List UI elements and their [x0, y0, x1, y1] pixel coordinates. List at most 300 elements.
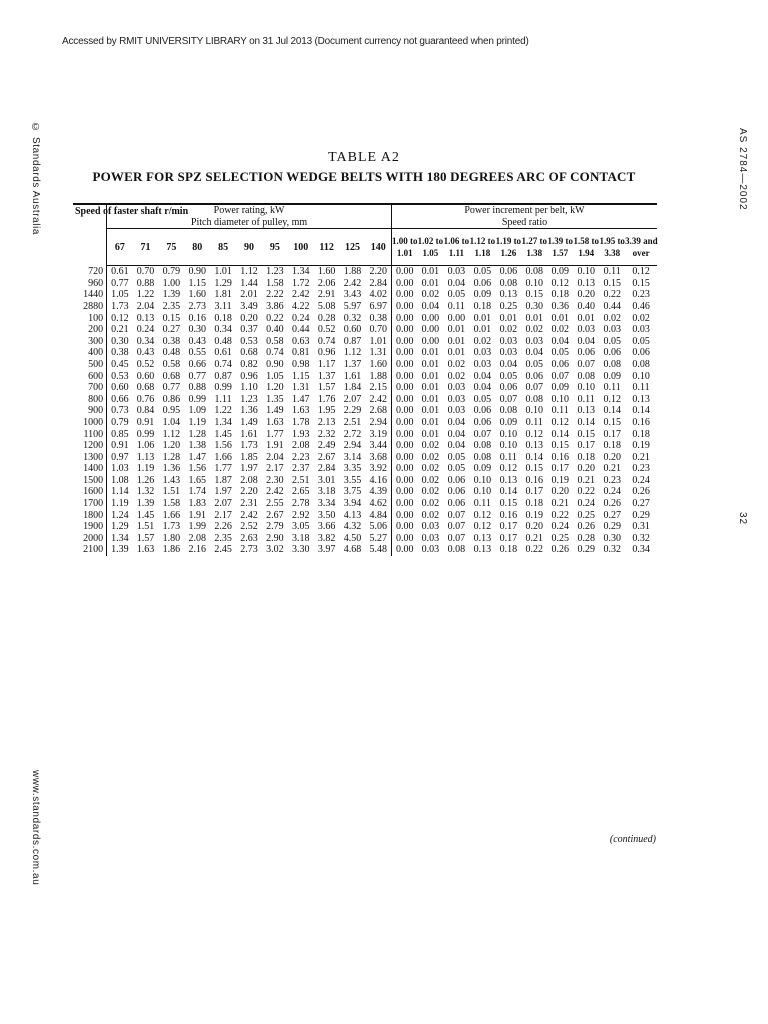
- speed-ratio-header-cell: [521, 229, 547, 266]
- power-rating-cell: 1.56: [188, 463, 206, 475]
- power-rating-cell: 3.34: [317, 498, 336, 510]
- speed-ratio-header-cell: [599, 229, 625, 266]
- power-rating-cell: 1.74: [188, 486, 206, 498]
- power-increment-cell: 0.26: [603, 498, 621, 510]
- power-increment-cell: 0.10: [499, 440, 518, 452]
- power-increment-cell: 0.18: [632, 428, 650, 440]
- power-rating-cell: 2.65: [291, 486, 310, 498]
- power-increment-cell: 0.36: [551, 300, 569, 312]
- power-rating-cell: 0.24: [136, 324, 155, 336]
- power-rating-cell: 2.17: [266, 463, 284, 475]
- power-rating-cell: 2.67: [266, 509, 284, 521]
- power-increment-cell: 0.02: [421, 440, 440, 452]
- power-rating-cell: 1.12: [162, 428, 181, 440]
- power-increment-cell: 0.09: [473, 289, 492, 301]
- power-rating-cell: 0.87: [343, 335, 362, 347]
- power-increment-cell: 0.08: [473, 440, 492, 452]
- power-increment-cell: 0.24: [551, 521, 569, 533]
- power-rating-cell: 1.15: [291, 370, 310, 382]
- power-rating-cell: 1.28: [188, 428, 206, 440]
- power-rating-cell: 1.88: [343, 266, 362, 278]
- power-rating-cell: 4.62: [369, 498, 387, 510]
- power-increment-cell: 0.04: [447, 277, 466, 289]
- speed-ratio-lower-bound: 3.39 and: [625, 236, 658, 247]
- power-rating-cell: 0.68: [162, 370, 181, 382]
- power-rating-cell: 1.38: [188, 440, 206, 452]
- power-increment-cell: 0.00: [391, 394, 417, 406]
- power-increment-cell: 0.11: [525, 416, 543, 428]
- table-row: [73, 324, 657, 336]
- power-rating-cell: 2.67: [317, 451, 336, 463]
- power-increment-cell: 0.02: [421, 289, 440, 301]
- power-rating-cell: 1.57: [136, 532, 155, 544]
- power-rating-cell: 0.96: [317, 347, 336, 359]
- power-rating-cell: 0.45: [111, 358, 129, 370]
- power-rating-cell: 0.55: [188, 347, 206, 359]
- power-rating-cell: 1.86: [162, 544, 181, 556]
- table-row: [73, 336, 657, 348]
- speed-ratio-header-cell: [391, 229, 417, 266]
- power-increment-cell: 0.03: [525, 335, 544, 347]
- power-rating-cell: 2.04: [266, 451, 284, 463]
- power-rating-cell: 1.22: [214, 405, 232, 417]
- speed-cell: 1700: [73, 498, 107, 510]
- power-increment-cell: 0.03: [447, 393, 466, 405]
- power-rating-cell: 1.35: [266, 393, 284, 405]
- power-increment-cell: 0.05: [603, 335, 621, 347]
- power-increment-cell: 0.05: [551, 347, 569, 359]
- power-rating-cell: 2.42: [369, 393, 387, 405]
- pitch-diameter-header-cell: 90: [236, 229, 262, 266]
- power-increment-cell: 0.10: [632, 370, 650, 382]
- power-rating-cell: 2.42: [343, 277, 362, 289]
- table-label: TABLE A2: [328, 150, 400, 165]
- table-row: [73, 289, 657, 301]
- power-rating-cell: 1.73: [162, 521, 181, 533]
- power-rating-cell: 6.97: [369, 300, 387, 312]
- power-increment-cell: 0.09: [551, 266, 569, 278]
- power-increment-cell: 0.02: [421, 451, 440, 463]
- power-rating-cell: 1.37: [317, 370, 336, 382]
- power-rating-cell: 0.30: [111, 335, 129, 347]
- power-increment-cell: 0.18: [603, 440, 621, 452]
- table-row: [73, 498, 657, 510]
- power-rating-cell: 1.31: [369, 347, 387, 359]
- power-increment-cell: 0.11: [499, 451, 517, 463]
- power-increment-cell: 0.02: [551, 324, 569, 336]
- power-increment-cell: 0.13: [499, 474, 518, 486]
- power-rating-cell: 3.44: [369, 440, 387, 452]
- power-rating-cell: 0.12: [111, 312, 129, 324]
- power-increment-cell: 0.08: [499, 277, 518, 289]
- power-rating-cell: 3.86: [266, 300, 284, 312]
- speed-ratio-upper-bound: 1.26: [500, 248, 517, 259]
- power-increment-cell: 0.08: [447, 544, 466, 556]
- power-rating-cell: 2.94: [343, 440, 362, 452]
- power-rating-cell: 3.02: [266, 544, 284, 556]
- power-rating-cell: 5.08: [317, 300, 336, 312]
- table-row: [73, 266, 657, 278]
- power-increment-cell: 0.12: [473, 521, 492, 533]
- power-increment-cell: 0.09: [551, 382, 569, 394]
- power-increment-cell: 0.12: [632, 266, 650, 278]
- power-rating-cell: 0.97: [111, 451, 129, 463]
- power-rating-cell: 1.34: [111, 532, 129, 544]
- power-rating-cell: 1.34: [291, 266, 310, 278]
- speed-cell: 1200: [73, 440, 107, 452]
- power-increment-cell: 0.01: [551, 312, 569, 324]
- power-increment-cell: 0.11: [603, 382, 621, 394]
- power-increment-cell: 0.07: [473, 428, 492, 440]
- power-rating-cell: 1.58: [266, 277, 284, 289]
- power-rating-cell: 4.84: [369, 509, 387, 521]
- power-increment-cell: 0.19: [525, 509, 544, 521]
- power-rating-cell: 4.13: [343, 509, 362, 521]
- power-increment-cell: 0.01: [421, 393, 440, 405]
- power-rating-cell: 2.20: [369, 266, 387, 278]
- table-row: [73, 313, 657, 325]
- power-rating-cell: 1.28: [162, 451, 181, 463]
- power-increment-cell: 0.00: [391, 463, 417, 475]
- power-increment-cell: 0.20: [525, 521, 544, 533]
- power-rating-cell: 1.24: [111, 509, 129, 521]
- power-rating-cell: 1.63: [291, 405, 310, 417]
- power-increment-cell: 0.03: [447, 266, 466, 278]
- power-rating-cell: 2.84: [369, 277, 387, 289]
- power-rating-cell: 3.35: [343, 463, 362, 475]
- power-rating-cell: 3.94: [343, 498, 362, 510]
- power-rating-cell: 3.82: [317, 532, 336, 544]
- power-rating-cell: 1.14: [111, 486, 129, 498]
- power-rating-cell: 1.61: [240, 428, 258, 440]
- power-increment-cell: 0.40: [577, 300, 595, 312]
- power-increment-cell: 0.04: [499, 358, 518, 370]
- power-increment-cell: 0.05: [447, 463, 466, 475]
- power-increment-cell: 0.02: [421, 463, 440, 475]
- power-rating-cell: 0.95: [162, 405, 181, 417]
- power-rating-cell: 0.61: [214, 347, 232, 359]
- power-rating-cell: 4.16: [369, 474, 387, 486]
- power-increment-cell: 0.00: [391, 486, 417, 498]
- power-increment-cell: 0.00: [391, 324, 417, 336]
- power-increment-cell: 0.02: [632, 312, 650, 324]
- power-increment-cell: 0.00: [391, 533, 417, 545]
- power-increment-cell: 0.27: [603, 509, 621, 521]
- power-rating-cell: 2.42: [291, 289, 310, 301]
- power-rating-cell: 0.22: [266, 312, 284, 324]
- power-rating-cell: 3.30: [291, 544, 310, 556]
- power-rating-cell: 2.08: [240, 474, 258, 486]
- power-increment-cell: 0.08: [525, 266, 544, 278]
- power-rating-cell: 1.13: [136, 451, 155, 463]
- power-rating-cell: 2.68: [369, 405, 387, 417]
- power-increment-cell: 0.24: [603, 486, 621, 498]
- power-rating-cell: 2.73: [188, 300, 206, 312]
- power-increment-cell: 0.04: [525, 347, 544, 359]
- power-rating-cell: 0.27: [162, 324, 181, 336]
- power-rating-cell: 1.08: [111, 474, 129, 486]
- pitch-diameter-header-cell: 75: [158, 229, 184, 266]
- power-increment-cell: 0.06: [447, 474, 466, 486]
- power-rating-cell: 1.29: [111, 521, 129, 533]
- power-increment-cell: 0.32: [603, 544, 621, 556]
- power-rating-cell: 1.58: [162, 498, 181, 510]
- power-rating-cell: 1.60: [317, 266, 336, 278]
- speed-ratio-lower-bound: 1.12 to: [469, 236, 496, 247]
- power-rating-cell: 2.42: [240, 509, 258, 521]
- power-rating-cell: 0.76: [136, 393, 155, 405]
- power-rating-cell: 1.78: [291, 416, 310, 428]
- power-increment-cell: 0.15: [603, 277, 621, 289]
- power-increment-cell: 0.01: [525, 312, 544, 324]
- power-increment-cell: 0.01: [421, 347, 440, 359]
- power-increment-cell: 0.07: [577, 358, 595, 370]
- power-rating-cell: 3.97: [317, 544, 336, 556]
- power-increment-cell: 0.12: [473, 509, 492, 521]
- speed-cell: 2000: [73, 533, 107, 545]
- power-increment-cell: 0.17: [551, 463, 569, 475]
- power-increment-cell: 0.00: [391, 371, 417, 383]
- power-rating-cell: 1.15: [188, 277, 206, 289]
- power-rating-cell: 3.19: [369, 428, 387, 440]
- power-increment-cell: 0.15: [525, 289, 544, 301]
- power-increment-cell: 0.03: [473, 358, 492, 370]
- pitch-diameter-header-cell: 85: [210, 229, 236, 266]
- pitch-diameter-header-cell: 140: [365, 229, 391, 266]
- power-rating-cell: 0.52: [136, 358, 155, 370]
- power-rating-cell: 0.99: [214, 382, 232, 394]
- speed-cell: 400: [73, 347, 107, 359]
- power-increment-cell: 0.04: [473, 370, 492, 382]
- power-rating-cell: 1.01: [369, 335, 387, 347]
- power-increment-cell: 0.02: [603, 312, 621, 324]
- power-rating-cell: 3.18: [317, 486, 336, 498]
- power-increment-cell: 0.07: [447, 532, 466, 544]
- power-increment-cell: 0.09: [499, 416, 518, 428]
- power-rating-cell: 1.36: [240, 405, 258, 417]
- power-rating-cell: 1.65: [188, 474, 206, 486]
- pitch-diameter-header-cell: 71: [133, 229, 159, 266]
- table-row: [73, 544, 657, 556]
- power-rating-cell: 0.74: [266, 347, 284, 359]
- power-increment-cell: 0.05: [473, 266, 492, 278]
- power-increment-cell: 0.16: [525, 474, 544, 486]
- power-increment-cell: 0.22: [525, 544, 544, 556]
- speed-cell: 100: [73, 313, 107, 325]
- power-increment-cell: 0.25: [551, 532, 569, 544]
- power-increment-cell: 0.15: [499, 498, 518, 510]
- power-increment-cell: 0.03: [499, 335, 518, 347]
- power-increment-cell: 0.07: [447, 509, 466, 521]
- power-rating-cell: 1.03: [111, 463, 129, 475]
- power-rating-cell: 0.37: [240, 324, 258, 336]
- power-increment-cell: 0.00: [391, 266, 417, 278]
- continued-note: (continued): [609, 834, 656, 845]
- pitch-diameter-header-cell: 95: [262, 229, 288, 266]
- power-increment-cell: 0.08: [632, 358, 650, 370]
- power-increment-cell: 0.44: [603, 300, 621, 312]
- power-increment-cell: 0.05: [447, 451, 466, 463]
- power-increment-cell: 0.10: [473, 486, 492, 498]
- power-rating-cell: 0.21: [111, 324, 129, 336]
- power-rating-cell: 2.23: [291, 451, 310, 463]
- speed-ratio-upper-bound: over: [632, 248, 650, 259]
- power-increment-cell: 0.10: [473, 474, 492, 486]
- table-row: [73, 371, 657, 383]
- power-increment-cell: 0.26: [551, 544, 569, 556]
- power-increment-cell: 0.08: [603, 358, 621, 370]
- table-row: [73, 429, 657, 441]
- table-row: [73, 533, 657, 545]
- power-increment-cell: 0.01: [421, 416, 440, 428]
- power-rating-cell: 0.48: [162, 347, 181, 359]
- power-increment-cell: 0.01: [447, 347, 466, 359]
- power-increment-cell: 0.06: [525, 370, 544, 382]
- power-increment-cell: 0.11: [447, 300, 465, 312]
- power-rating-cell: 0.99: [136, 428, 155, 440]
- power-increment-cell: 0.00: [391, 544, 417, 556]
- power-rating-cell: 0.44: [291, 324, 310, 336]
- power-rating-cell: 4.68: [343, 544, 362, 556]
- power-increment-cell: 0.19: [632, 440, 650, 452]
- power-rating-cell: 0.48: [214, 335, 232, 347]
- power-rating-cell: 0.84: [136, 405, 155, 417]
- power-increment-cell: 0.26: [632, 486, 650, 498]
- power-rating-cell: 1.81: [214, 289, 232, 301]
- power-rating-cell: 0.99: [188, 393, 206, 405]
- power-increment-cell: 0.14: [577, 416, 595, 428]
- power-rating-cell: 0.16: [188, 312, 206, 324]
- power-increment-cell: 0.23: [632, 289, 650, 301]
- power-increment-cell: 0.04: [447, 416, 466, 428]
- speed-cell: 500: [73, 359, 107, 371]
- website-url: www.standards.com.au: [30, 770, 41, 886]
- power-increment-cell: 0.27: [632, 498, 650, 510]
- power-increment-cell: 0.24: [577, 498, 595, 510]
- power-increment-cell: 0.06: [473, 277, 492, 289]
- power-rating-cell: 2.01: [240, 289, 258, 301]
- power-increment-cell: 0.04: [551, 335, 569, 347]
- power-rating-cell: 0.90: [266, 358, 284, 370]
- power-rating-cell: 1.80: [162, 532, 181, 544]
- power-increment-cell: 0.07: [499, 393, 518, 405]
- power-rating-cell: 1.84: [343, 382, 362, 394]
- power-increment-cell: 0.12: [551, 277, 569, 289]
- power-increment-cell: 0.06: [603, 347, 621, 359]
- power-rating-cell: 3.18: [291, 532, 310, 544]
- power-increment-cell: 0.11: [603, 266, 621, 278]
- power-increment-cell: 0.01: [473, 324, 492, 336]
- power-rating-cell: 0.74: [317, 335, 336, 347]
- power-increment-cell: 0.13: [525, 440, 544, 452]
- power-rating-cell: 0.96: [240, 370, 258, 382]
- power-increment-cell: 0.03: [421, 544, 440, 556]
- power-rating-cell: 2.42: [266, 486, 284, 498]
- speed-ratio-lower-bound: 1.95 to: [599, 236, 625, 247]
- power-rating-cell: 3.55: [343, 474, 362, 486]
- power-rating-cell: 0.70: [136, 266, 155, 278]
- power-increment-cell: 0.01: [421, 370, 440, 382]
- power-increment-cell: 0.00: [391, 521, 417, 533]
- speed-ratio-upper-bound: 3.38: [604, 248, 621, 259]
- power-increment-cell: 0.06: [473, 416, 492, 428]
- power-rating-cell: 0.86: [162, 393, 181, 405]
- table-row: [73, 486, 657, 498]
- power-rating-cell: 1.85: [240, 451, 258, 463]
- power-rating-cell: 0.20: [240, 312, 258, 324]
- power-rating-cell: 2.45: [214, 544, 232, 556]
- power-rating-cell: 0.13: [136, 312, 155, 324]
- power-rating-cell: 3.43: [343, 289, 362, 301]
- power-increment-cell: 0.17: [603, 428, 621, 440]
- column-header-row: [73, 229, 657, 266]
- power-rating-cell: 4.22: [291, 300, 310, 312]
- power-increment-cell: 0.20: [551, 486, 569, 498]
- power-increment-cell: 0.04: [473, 382, 492, 394]
- speed-cell: 300: [73, 336, 107, 348]
- power-rating-cell: 4.32: [343, 521, 362, 533]
- power-increment-cell: 0.01: [447, 324, 466, 336]
- power-increment-cell: 0.21: [632, 451, 650, 463]
- power-rating-cell: 0.43: [136, 347, 155, 359]
- speed-ratio-lower-bound: 1.06 to: [443, 236, 470, 247]
- power-increment-cell: 0.14: [525, 451, 544, 463]
- power-rating-cell: 2.55: [266, 498, 284, 510]
- power-rating-cell: 0.34: [214, 324, 232, 336]
- power-increment-cell: 0.14: [499, 486, 518, 498]
- power-rating-cell: 2.52: [240, 521, 258, 533]
- power-increment-cell: 0.13: [632, 393, 650, 405]
- power-rating-cell: 0.81: [291, 347, 310, 359]
- power-rating-cell: 2.94: [369, 416, 387, 428]
- power-increment-cell: 0.08: [577, 370, 595, 382]
- power-rating-cell: 3.68: [369, 451, 387, 463]
- power-rating-cell: 0.40: [266, 324, 284, 336]
- power-increment-cell: 0.17: [577, 440, 595, 452]
- power-rating-cell: 1.39: [136, 498, 155, 510]
- power-increment-cell: 0.00: [391, 359, 417, 371]
- power-increment-cell: 0.07: [447, 521, 466, 533]
- power-increment-cell: 0.02: [447, 358, 466, 370]
- power-rating-cell: 1.39: [162, 289, 181, 301]
- power-increment-cell: 0.19: [551, 474, 569, 486]
- power-rating-cell: 0.87: [214, 370, 232, 382]
- power-rating-cell: 0.79: [162, 266, 181, 278]
- speed-ratio-upper-bound: 1.38: [526, 248, 543, 259]
- power-rating-cell: 2.30: [266, 474, 284, 486]
- power-rating-cell: 0.43: [188, 335, 206, 347]
- power-rating-cell: 1.49: [266, 405, 284, 417]
- power-increment-cell: 0.16: [551, 451, 569, 463]
- power-increment-cell: 0.04: [447, 440, 466, 452]
- power-rating-cell: 0.32: [343, 312, 362, 324]
- power-rating-cell: 2.51: [343, 416, 362, 428]
- power-rating-cell: 1.51: [136, 521, 155, 533]
- power-increment-cell: 0.24: [632, 474, 650, 486]
- speed-cell: 720: [73, 266, 107, 278]
- pitch-diameter-header-cell: 80: [184, 229, 210, 266]
- pitch-diameter-header-cell: 67: [107, 229, 133, 266]
- power-increment-cell: 0.00: [391, 510, 417, 522]
- power-rating-cell: 1.45: [214, 428, 232, 440]
- power-rating-cell: 2.90: [266, 532, 284, 544]
- power-rating-cell: 0.79: [111, 416, 129, 428]
- power-increment-cell: 0.29: [577, 544, 595, 556]
- power-rating-cell: 1.44: [240, 277, 258, 289]
- power-increment-cell: 0.13: [473, 532, 492, 544]
- power-increment-cell: 0.08: [525, 393, 544, 405]
- power-increment-cell: 0.00: [391, 313, 417, 325]
